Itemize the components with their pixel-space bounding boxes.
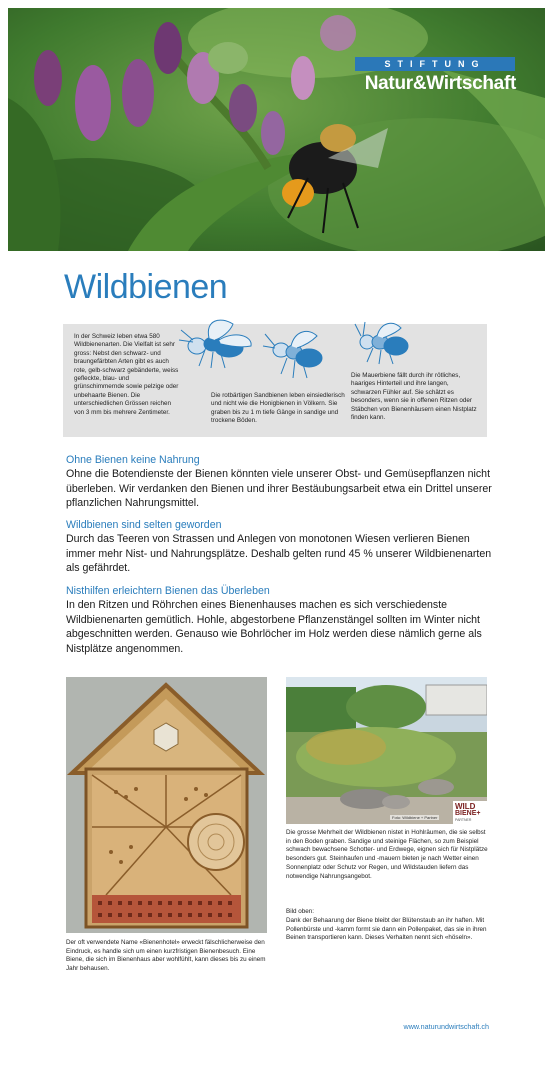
badge-line-3: PARTNER (455, 818, 472, 822)
info-text-2: Die rotbärtigen Sandbienen leben einsiedlerisch und nicht wie die Honigbienen in Völkern. Sie graben bis zu 1 m tiefe Gänge in sandige und trockene Böden. (211, 392, 345, 425)
bee-illustration-3-icon (353, 318, 413, 370)
info-text-3: Die Mauerbiene fällt durch ihr rötliches, haariges Hinterteil und ihre langen, schwarzen Fühler auf. Sie schätzt es besonders, wenn sie in offenen Ritzen oder Stäbchen von Bienenhäusern einen Nistplatz finden kann. (351, 372, 477, 422)
brand-stiftung: STIFTUNG (355, 57, 515, 71)
wildbiene-partner-logo (453, 801, 487, 824)
caption-photo-above: Dank der Behaarung der Biene bleibt der Blütenstaub an ihr haften. Mit Pollenbürste und -kamm formt sie dann ein Pollenpaket, das sie in ihren Beinen transportieren kann. Dieses Verhalten nennt sich «höseln». (286, 917, 487, 942)
badge-line-1: WILD (455, 802, 476, 811)
bee-illustration-1-icon (175, 310, 255, 372)
bee-illustration-2-icon (261, 324, 331, 384)
website-link[interactable]: www.naturundwirtschaft.ch (403, 1022, 489, 1031)
section-text-food: Ohne die Botendienste der Bienen könnten viele unserer Obst- und Gemüsepflanzen nicht überleben. Wir verdanken den Bienen und ihrer Bestäubungsarbeit etwa ein Drittel unserer pflanzlichen Nahrungsmittel. (66, 468, 492, 510)
section-heading-food: Ohne Bienen keine Nahrung (66, 454, 200, 466)
badge-line-2: BIENE+ (455, 810, 481, 817)
brand-name: Natur&Wirtschaft (364, 73, 516, 94)
section-heading-nesting: Nisthilfen erleichtern Bienen das Überleben (66, 585, 270, 597)
bee-hotel-photo (66, 677, 267, 933)
hero-image (8, 8, 545, 251)
info-text-1: In der Schweiz leben etwa 580 Wildbienenarten. Die Vielfalt ist sehr gross: Nebst den schwarz- und braungefärbten Arten gibt es auch rote, gelb-schwarz gebänderte, weiss gefleckte, blau- und grünschimmernde sowie pelzige oder unbehaarte Bienen. Die unterschiedlichen Grössen reichen von 3 mm bis mehrere Zentimeter. (74, 333, 179, 416)
section-text-rare: Durch das Teeren von Strassen und Anlegen von monotonen Wiesen verlieren Bienen immer mehr Nist- und Nahrungsplätze. Deshalb gelten rund 45 % unserer Wildbienenarten als gefährdet. (66, 533, 492, 575)
photo-credit: Foto: Wildbiene + Partner (392, 815, 438, 820)
page-title: Wildbienen (64, 268, 228, 306)
info-box (63, 324, 487, 437)
caption-bee-hotel: Der oft verwendete Name «Bienenhotel» erweckt fälschlicherweise den Eindruck, es handle sich um einen kurzfristigen Bienenbesuch. Eine Biene, die sich im Bienenhaus aber wohlfühlt, kann dieses bis zu einem Jahr behausen. (66, 939, 266, 973)
caption-garden: Die grosse Mehrheit der Wildbienen nistet in Hohlräumen, die sie selbst in den Boden graben. Sandige und steinige Flächen, so zum Beispiel schwach bewachsene Schotter- und Erdwege, eignen sich für Nistplätze besonders gut. Steinhaufen und -mauern bieten je nach Wetter einen Sonnenplatz oder Schutz vor Regen, und Wildstauden liefern das notwendige Nahrungsangebot. (286, 829, 488, 880)
section-heading-rare: Wildbienen sind selten geworden (66, 519, 222, 531)
section-text-nesting: In den Ritzen und Röhrchen eines Bienenhauses machen es sich verschiedenste Wildbienenarten gemütlich. Hohle, abgestorbene Pflanzenstängel sollten im Winter nicht abgeschnitten werden. Genauso wie Bohrlöcher im Holz werden diese nämlich gerne als Nistplätze angenommen. (66, 599, 482, 656)
caption-photo-above-heading: Bild oben: (286, 908, 315, 915)
